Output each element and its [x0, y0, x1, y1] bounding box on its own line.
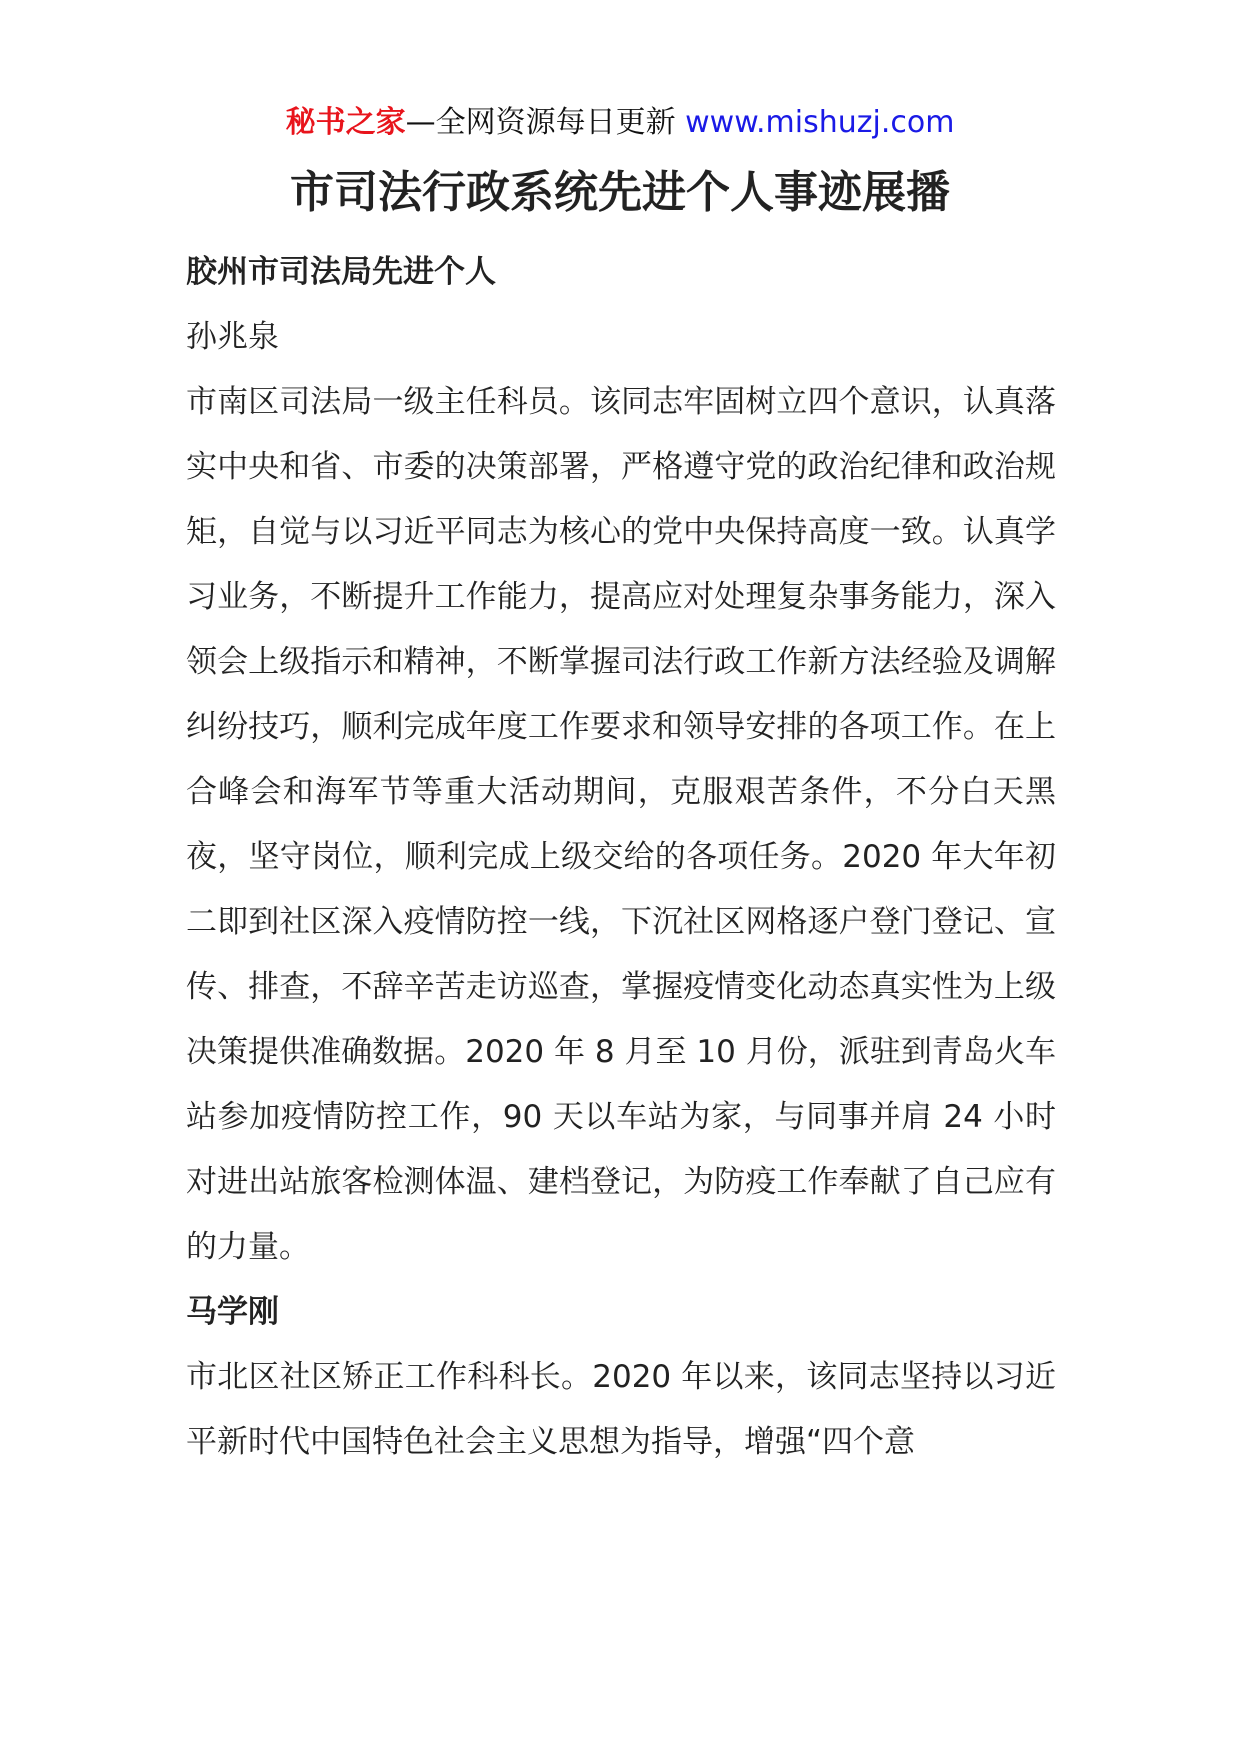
site-header — [0, 100, 1240, 146]
document-title: 市司法行政系统先进个人事迹展播 — [290, 167, 950, 218]
section-heading: 胶州市司法局先进个人 — [186, 254, 496, 290]
brand-name: 秘书之家 — [285, 105, 406, 140]
site-url-link[interactable]: www.mishuzj.com — [685, 105, 955, 140]
person-bio-1: 市南区司法局一级主任科员。该同志牢固树立四个意识，认真落实中央和省、市委的决策部署，严格遵守党的政治纪律和政治规矩，自觉与以习近平同志为核心的党中央保持高度一致。认真学习业务，不断提升工作能力，提高应对处理复杂事务能力，深入领会上级指示和精神，不断掌握司法行政工作新方法经验及调解纠纷技巧，顺利完成年度工作要求和领导安排的各项工作。在上合峰会和海军节等重大活动期间，克服艰苦条件，不分白天黑夜，坚守岗位，顺利完成上级交给的各项任务。2020 年大年初二即到社区深入疫情防控一线，下沉社区网格逐户登门登记、宣传、排查，不辞辛苦走访巡查，掌握疫情变化动态真实性为上级决策提供准确数据。2020 年 8 月至 10 月份，派驻到青岛火车站参加疫情防控工作，90 天以车站为家，与同事并肩 24 小时对进出站旅客检测体温、建档登记，为防疫工作奉献了自己应有的力量。 — [186, 384, 1056, 1265]
person-name-2: 马学刚 — [186, 1294, 279, 1330]
header-tagline: —全网资源每日更新 — [405, 105, 686, 140]
person-bio-2: 市北区社区矫正工作科科长。2020 年以来，该同志坚持以习近平新时代中国特色社会主义思想为指导，增强“四个意 — [186, 1359, 1056, 1460]
person-name-1: 孙兆泉 — [186, 319, 279, 355]
document-body — [186, 240, 1056, 1475]
